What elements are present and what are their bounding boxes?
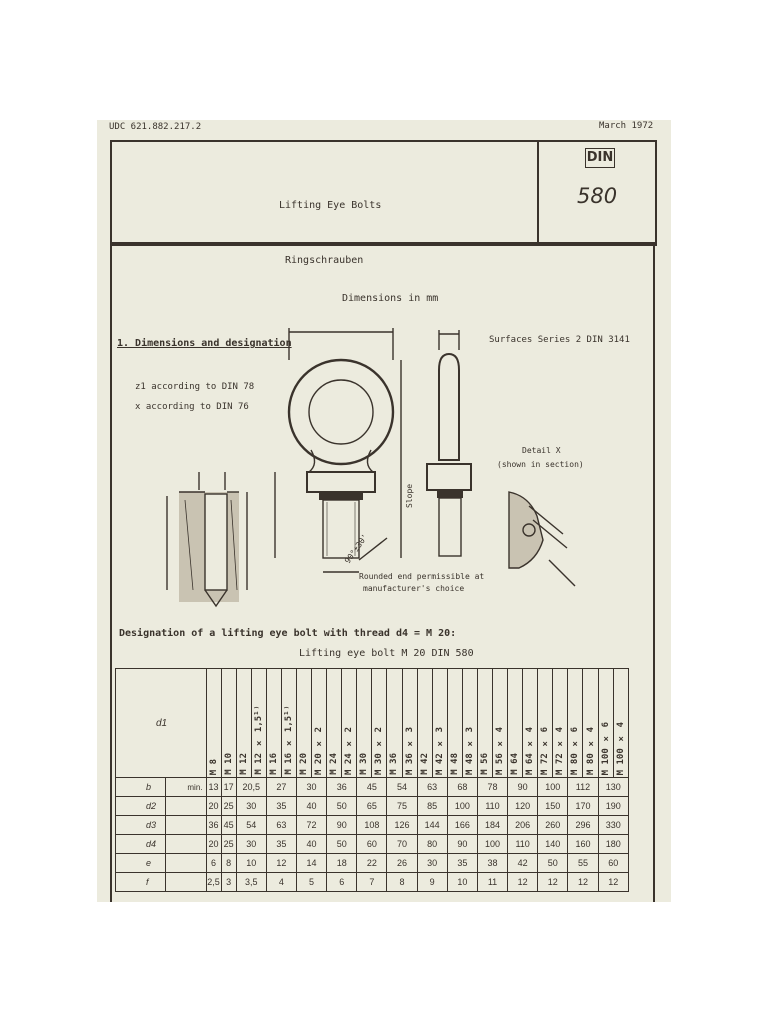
table-row bbox=[116, 816, 629, 835]
table-cell: 54 bbox=[387, 778, 417, 797]
table-cell: 120 bbox=[508, 797, 538, 816]
table-cell: 13 bbox=[206, 778, 221, 797]
column-header: M 30 bbox=[357, 669, 372, 778]
table-cell: 10 bbox=[236, 854, 266, 873]
table-cell: 72 bbox=[296, 816, 326, 835]
tapped-hole-section bbox=[167, 472, 247, 606]
table-cell: 35 bbox=[266, 835, 296, 854]
table-cell: 296 bbox=[568, 816, 598, 835]
table-cell: 25 bbox=[221, 797, 236, 816]
column-header: M 10 bbox=[221, 669, 236, 778]
row-unit bbox=[166, 854, 206, 873]
document-page bbox=[97, 120, 671, 902]
section-heading: 1. Dimensions and designation bbox=[117, 338, 292, 349]
table-cell: 180 bbox=[598, 835, 628, 854]
row-label: d2 bbox=[116, 797, 166, 816]
table-cell: 5 bbox=[296, 873, 326, 892]
row-unit bbox=[166, 873, 206, 892]
column-header: M 12 × 1,5¹⁾ bbox=[251, 669, 266, 778]
table-cell: 12 bbox=[266, 854, 296, 873]
table-cell: 2,5 bbox=[206, 873, 221, 892]
table-cell: 8 bbox=[221, 854, 236, 873]
table-row bbox=[116, 873, 629, 892]
table-cell: 110 bbox=[477, 797, 507, 816]
table-cell: 30 bbox=[296, 778, 326, 797]
dimension-table bbox=[115, 668, 629, 892]
table-cell: 63 bbox=[417, 778, 447, 797]
column-header: M 16 × 1,5¹⁾ bbox=[281, 669, 296, 778]
column-header: M 64 bbox=[508, 669, 523, 778]
table-cell: 150 bbox=[538, 797, 568, 816]
table-cell: 112 bbox=[568, 778, 598, 797]
angle-label: 90°±30' bbox=[343, 532, 370, 566]
table-cell: 330 bbox=[598, 816, 628, 835]
table-cell: 160 bbox=[568, 835, 598, 854]
table-cell: 6 bbox=[206, 854, 221, 873]
table-cell: 206 bbox=[508, 816, 538, 835]
table-cell: 36 bbox=[206, 816, 221, 835]
column-header: M 20 × 2 bbox=[312, 669, 327, 778]
row-label: f bbox=[116, 873, 166, 892]
column-header: M 24 bbox=[327, 669, 342, 778]
column-header: M 42 bbox=[417, 669, 432, 778]
detail-title: Detail X bbox=[522, 446, 561, 455]
table-cell: 27 bbox=[266, 778, 296, 797]
table-cell: 40 bbox=[296, 797, 326, 816]
row-unit: min. bbox=[166, 778, 206, 797]
table-cell: 190 bbox=[598, 797, 628, 816]
table-cell: 3 bbox=[221, 873, 236, 892]
table-cell: 45 bbox=[357, 778, 387, 797]
column-header: M 64 × 4 bbox=[523, 669, 538, 778]
column-header: M 20 bbox=[296, 669, 311, 778]
designation-example: Lifting eye bolt M 20 DIN 580 bbox=[299, 648, 474, 659]
eye-bolt-front-view bbox=[275, 328, 401, 572]
technical-drawing bbox=[97, 120, 671, 660]
table-cell: 6 bbox=[327, 873, 357, 892]
table-cell: 42 bbox=[508, 854, 538, 873]
table-cell: 4 bbox=[266, 873, 296, 892]
dimensions-note: Dimensions in mm bbox=[342, 293, 439, 304]
table-cell: 108 bbox=[357, 816, 387, 835]
table-row bbox=[116, 797, 629, 816]
table-cell: 126 bbox=[387, 816, 417, 835]
table-cell: 55 bbox=[568, 854, 598, 873]
table-cell: 68 bbox=[447, 778, 477, 797]
slope-label: Slope bbox=[405, 483, 414, 508]
table-cell: 10 bbox=[447, 873, 477, 892]
table-cell: 50 bbox=[327, 835, 357, 854]
table-cell: 54 bbox=[236, 816, 266, 835]
column-header: M 80 × 6 bbox=[568, 669, 583, 778]
table-cell: 38 bbox=[477, 854, 507, 873]
table-cell: 7 bbox=[357, 873, 387, 892]
column-header: M 56 × 4 bbox=[493, 669, 508, 778]
row-unit bbox=[166, 835, 206, 854]
column-header: M 72 × 4 bbox=[553, 669, 568, 778]
note-x: x according to DIN 76 bbox=[135, 402, 249, 412]
table-cell: 65 bbox=[357, 797, 387, 816]
document-title: Lifting Eye Bolts bbox=[279, 200, 382, 211]
table-cell: 140 bbox=[538, 835, 568, 854]
table-cell: 40 bbox=[296, 835, 326, 854]
eye-bolt-side-view bbox=[427, 330, 471, 556]
table-cell: 90 bbox=[327, 816, 357, 835]
note-z1: z1 according to DIN 78 bbox=[135, 382, 255, 392]
table-cell: 12 bbox=[538, 873, 568, 892]
row-label: b bbox=[116, 778, 166, 797]
table-cell: 35 bbox=[447, 854, 477, 873]
table-cell: 25 bbox=[221, 835, 236, 854]
table-cell: 14 bbox=[296, 854, 326, 873]
table-cell: 17 bbox=[221, 778, 236, 797]
corner-cell: d1 bbox=[116, 669, 207, 778]
column-header: M 80 × 4 bbox=[583, 669, 598, 778]
table-cell: 63 bbox=[266, 816, 296, 835]
german-subtitle: Ringschrauben bbox=[285, 255, 364, 266]
table-cell: 90 bbox=[508, 778, 538, 797]
table-cell: 80 bbox=[417, 835, 447, 854]
table-cell: 75 bbox=[387, 797, 417, 816]
din-logo: DIN bbox=[585, 148, 615, 168]
table-cell: 8 bbox=[387, 873, 417, 892]
row-label: d4 bbox=[116, 835, 166, 854]
column-header: M 56 bbox=[477, 669, 492, 778]
column-header: M 30 × 2 bbox=[372, 669, 387, 778]
table-cell: 9 bbox=[417, 873, 447, 892]
rounded-end-note-2: manufacturer's choice bbox=[363, 584, 465, 593]
table-cell: 30 bbox=[236, 797, 266, 816]
table-cell: 184 bbox=[477, 816, 507, 835]
table-cell: 18 bbox=[327, 854, 357, 873]
table-cell: 12 bbox=[568, 873, 598, 892]
table-cell: 100 bbox=[538, 778, 568, 797]
table-row bbox=[116, 854, 629, 873]
table-cell: 130 bbox=[598, 778, 628, 797]
table-cell: 20,5 bbox=[236, 778, 266, 797]
table-cell: 36 bbox=[327, 778, 357, 797]
column-header: M 36 bbox=[387, 669, 402, 778]
table-cell: 60 bbox=[357, 835, 387, 854]
table-cell: 12 bbox=[508, 873, 538, 892]
table-cell: 110 bbox=[508, 835, 538, 854]
table-row bbox=[116, 835, 629, 854]
column-header: M 72 × 6 bbox=[538, 669, 553, 778]
column-header: M 100 × 6 bbox=[598, 669, 613, 778]
row-label: d3 bbox=[116, 816, 166, 835]
standard-number: 580 bbox=[577, 184, 618, 208]
column-header: M 36 × 3 bbox=[402, 669, 417, 778]
table-cell: 12 bbox=[598, 873, 628, 892]
table-cell: 26 bbox=[387, 854, 417, 873]
table-cell: 260 bbox=[538, 816, 568, 835]
table-cell: 50 bbox=[327, 797, 357, 816]
issue-date: March 1972 bbox=[599, 121, 654, 131]
table-cell: 70 bbox=[387, 835, 417, 854]
table-cell: 45 bbox=[221, 816, 236, 835]
column-header: M 42 × 3 bbox=[432, 669, 447, 778]
column-header: M 16 bbox=[266, 669, 281, 778]
column-header: M 48 bbox=[447, 669, 462, 778]
table-cell: 11 bbox=[477, 873, 507, 892]
column-header: M 8 bbox=[206, 669, 221, 778]
table-cell: 3,5 bbox=[236, 873, 266, 892]
column-header: M 12 bbox=[236, 669, 251, 778]
table-row bbox=[116, 778, 629, 797]
designation-line: Designation of a lifting eye bolt with thread d4 = M 20: bbox=[119, 628, 457, 639]
table-cell: 50 bbox=[538, 854, 568, 873]
table-body bbox=[116, 778, 629, 892]
rounded-end-note-1: Rounded end permissible at bbox=[359, 572, 485, 581]
detail-subtitle: (shown in section) bbox=[497, 460, 584, 469]
table-cell: 144 bbox=[417, 816, 447, 835]
table-cell: 20 bbox=[206, 797, 221, 816]
table-cell: 100 bbox=[477, 835, 507, 854]
table-cell: 60 bbox=[598, 854, 628, 873]
table-cell: 90 bbox=[447, 835, 477, 854]
column-header: M 100 × 4 bbox=[613, 669, 628, 778]
table-cell: 20 bbox=[206, 835, 221, 854]
column-header: M 48 × 3 bbox=[462, 669, 477, 778]
row-unit bbox=[166, 816, 206, 835]
table-cell: 170 bbox=[568, 797, 598, 816]
table-header-row bbox=[116, 669, 629, 778]
table-cell: 85 bbox=[417, 797, 447, 816]
table-cell: 30 bbox=[236, 835, 266, 854]
column-header: M 24 × 2 bbox=[342, 669, 357, 778]
udc-number: UDC 621.882.217.2 bbox=[109, 122, 202, 132]
row-unit bbox=[166, 797, 206, 816]
table-cell: 78 bbox=[477, 778, 507, 797]
table-cell: 30 bbox=[417, 854, 447, 873]
table-cell: 35 bbox=[266, 797, 296, 816]
table-cell: 166 bbox=[447, 816, 477, 835]
surfaces-note: Surfaces Series 2 DIN 3141 bbox=[489, 335, 630, 345]
row-label: e bbox=[116, 854, 166, 873]
detail-x-view bbox=[509, 492, 575, 586]
table-cell: 22 bbox=[357, 854, 387, 873]
table-cell: 100 bbox=[447, 797, 477, 816]
